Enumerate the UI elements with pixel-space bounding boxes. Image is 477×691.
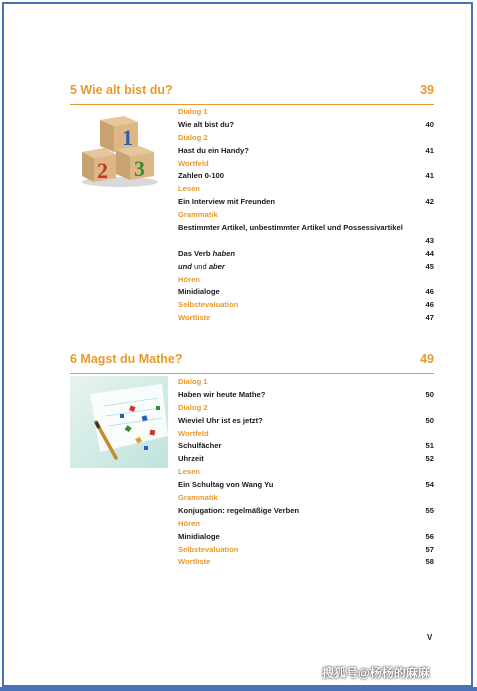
chapter-title: 5 Wie alt bist du? [70, 83, 173, 97]
number-blocks-image [78, 112, 160, 188]
toc-section-heading: Grammatik [178, 210, 218, 220]
toc-section-heading: Lesen [178, 467, 200, 477]
chapter-page-number: 49 [420, 352, 434, 366]
toc-entry[interactable]: Das Verb haben 44 [178, 248, 434, 258]
toc-entry[interactable]: Schulfächer 51 [178, 441, 434, 451]
toc-section-heading: Dialog 1 [178, 107, 208, 116]
toc-entry[interactable]: Minidialoge 46 [178, 287, 434, 297]
toc-entry[interactable]: Zahlen 0-100 41 [178, 171, 434, 181]
toc-entry[interactable]: Hast du ein Handy? 41 [178, 145, 434, 155]
toc-section-heading: Hören [178, 518, 200, 528]
chapter-title: 6 Magst du Mathe? [70, 352, 183, 366]
toc-entry[interactable]: und und aber 45 [178, 261, 434, 271]
toc-section-heading: Wortfeld [178, 428, 209, 438]
toc-entry[interactable]: Haben wir heute Mathe? 50 [178, 389, 434, 399]
toc-entry[interactable]: Konjugation: regelmäßige Verben 55 [178, 505, 434, 515]
toc-entry[interactable]: Ein Schultag von Wang Yu 54 [178, 480, 434, 490]
toc-section-heading: Dialog 1 [178, 377, 208, 386]
toc-entry[interactable]: Bestimmter Artikel, unbestimmter Artikel und Possessivartikel 43 [178, 223, 434, 245]
chapter-6-header [70, 351, 434, 374]
block-digit-1: 1 [122, 125, 133, 150]
toc-entry[interactable]: Wieviel Uhr ist es jetzt? 50 [178, 415, 434, 425]
page-number-roman: V [427, 633, 433, 642]
chapter-6-toc [178, 376, 434, 569]
toc-entry[interactable]: Selbstevaluation 46 [178, 300, 434, 310]
block-digit-3: 3 [134, 156, 145, 181]
chapter-page-number: 39 [420, 83, 434, 97]
toc-section-heading: Dialog 2 [178, 402, 208, 412]
chapter-5-toc [178, 106, 434, 325]
chapter-5-header [70, 82, 434, 105]
toc-section-heading: Dialog 2 [178, 132, 208, 142]
toc-entry[interactable]: Wie alt bist du? 40 [178, 119, 434, 129]
toc-entry[interactable]: Minidialoge 56 [178, 531, 434, 541]
block-digit-2: 2 [97, 158, 108, 183]
toc-section-heading: Grammatik [178, 493, 218, 503]
bottom-border [0, 687, 477, 691]
toc-entry[interactable]: Selbstevaluation 57 [178, 544, 434, 554]
toc-section-heading: Wortfeld [178, 158, 209, 168]
toc-entry[interactable]: Wortliste 47 [178, 313, 434, 323]
math-desk-image [70, 376, 168, 468]
toc-entry[interactable]: Ein Interview mit Freunden 42 [178, 197, 434, 207]
watermark-text: 搜狐号@杨杨的麻麻 [322, 666, 430, 680]
toc-entry[interactable]: Wortliste 58 [178, 557, 434, 567]
toc-section-heading: Hören [178, 274, 200, 284]
toc-section-heading: Lesen [178, 184, 200, 194]
toc-entry[interactable]: Uhrzeit 52 [178, 454, 434, 464]
